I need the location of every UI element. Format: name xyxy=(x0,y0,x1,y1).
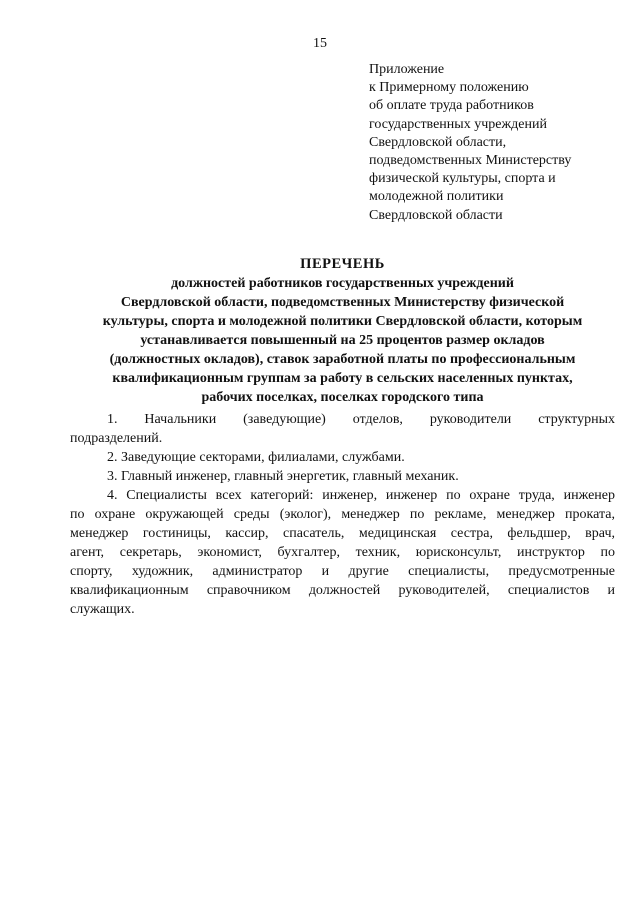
list-item-line: менеджер гостиницы, кассир, спасатель, медицинская сестра, фельдшер, врач, xyxy=(70,526,615,541)
list-item xyxy=(70,467,615,486)
list-item xyxy=(70,448,615,467)
title-line: рабочих поселках, поселках городского типа xyxy=(201,390,484,405)
list-item-line: 1. Начальники (заведующие) отделов, руководители структурных xyxy=(107,412,615,427)
list-item-line: квалификационным справочником должностей руководителей, специалистов и xyxy=(70,583,615,598)
appendix-line: об оплате труда работников xyxy=(369,98,534,114)
document-title xyxy=(70,255,615,407)
appendix-line: государственных учреждений xyxy=(369,116,547,132)
appendix-line: к Примерному положению xyxy=(369,80,529,96)
positions-list xyxy=(70,410,615,619)
title-line: культуры, спорта и молодежной политики Свердловской области, которым xyxy=(102,314,583,329)
appendix-line: молодежной политики xyxy=(369,189,504,205)
list-item-line: подразделений. xyxy=(70,431,163,446)
title-line: (должностных окладов), ставок заработной платы по профессиональным xyxy=(109,352,576,367)
appendix-line: Свердловской области, xyxy=(369,134,507,150)
title-line: должностей работников государственных учреждений xyxy=(171,276,514,291)
appendix-block xyxy=(369,61,619,225)
title-line: квалификационным группам за работу в сельских населенных пунктах, xyxy=(112,371,573,386)
title-line: устанавливается повышенный на 25 процентов размер окладов xyxy=(140,333,545,348)
list-item xyxy=(70,486,615,619)
list-item-line: 3. Главный инженер, главный энергетик, главный механик. xyxy=(107,469,459,484)
list-item-line: 4. Специалисты всех категорий: инженер, инженер по охране труда, инженер xyxy=(107,488,615,503)
list-item xyxy=(70,410,615,448)
title-heading: ПЕРЕЧЕНЬ xyxy=(300,256,385,272)
appendix-line: Приложение xyxy=(369,62,445,77)
list-item-line: 2. Заведующие секторами, филиалами, службами. xyxy=(107,450,405,465)
appendix-line: Свердловской области xyxy=(369,207,503,223)
appendix-line: подведомственных Министерству xyxy=(369,153,572,169)
list-item-line: спорту, художник, администратор и другие специалисты, предусмотренные xyxy=(70,564,615,579)
list-item-line: агент, секретарь, экономист, бухгалтер, техник, юрисконсульт, инструктор по xyxy=(70,545,615,560)
page-number: 15 xyxy=(313,36,327,51)
title-line: Свердловской области, подведомственных Министерству физической xyxy=(120,295,565,310)
list-item-line: по охране окружающей среды (эколог), менеджер по рекламе, менеджер проката, xyxy=(70,507,615,522)
appendix-line: физической культуры, спорта и xyxy=(369,171,556,187)
list-item-line: служащих. xyxy=(70,602,135,617)
